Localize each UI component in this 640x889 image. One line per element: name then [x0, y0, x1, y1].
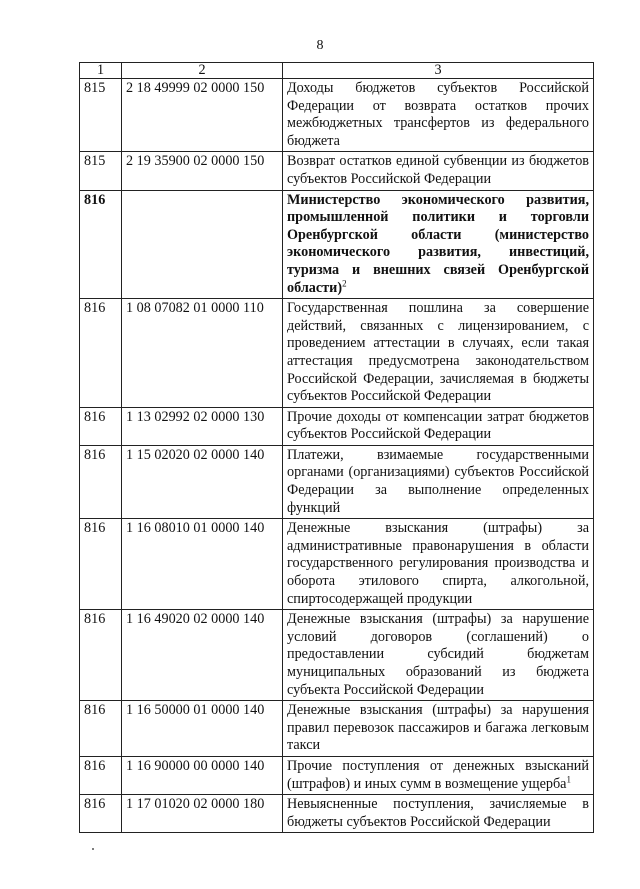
revenue-name-cell: [283, 152, 594, 190]
table-row: [80, 190, 594, 299]
revenue-name-text: Прочие поступления от денежных взысканий (штрафов) и иных сумм в возмещение ущерба: [287, 757, 589, 792]
revenue-name-text: Невыясненные поступления, зачисляемые в бюджеты субъектов Российской Федерации: [287, 796, 589, 830]
budget-classification-code-cell: 2 18 49999 02 0000 150: [122, 79, 283, 152]
revenue-name-text: Прочие доходы от компенсации затрат бюджетов субъектов Российской Федерации: [287, 408, 589, 443]
budget-revenue-table: [79, 62, 594, 833]
budget-classification-code-cell: 1 16 50000 01 0000 140: [122, 701, 283, 757]
table-row: [80, 756, 594, 794]
admin-code-cell: 816: [80, 519, 122, 610]
table-row: [80, 299, 594, 408]
revenue-name-text: Денежные взыскания (штрафы) за нарушения правил перевозок пассажиров и багажа легковым такси: [287, 702, 589, 754]
admin-code-cell: 816: [80, 756, 122, 794]
scan-speck: [92, 848, 94, 850]
page-number: 8: [316, 38, 324, 53]
revenue-name-cell: [283, 190, 594, 299]
budget-classification-code-cell: 1 13 02992 02 0000 130: [122, 407, 283, 445]
table-row: [80, 519, 594, 610]
column-header-code: 2: [122, 63, 283, 79]
column-header-admin: 1: [80, 63, 122, 79]
admin-code-cell: 816: [80, 445, 122, 518]
revenue-name-cell: [283, 299, 594, 408]
admin-code-cell: 816: [80, 407, 122, 445]
revenue-name-text: Платежи, взимаемые государственными органами (организациями) субъектов Российской Федерации за выполнение определенных функций: [287, 446, 589, 516]
footnote-marker: 2: [342, 277, 347, 288]
revenue-name-cell: [283, 445, 594, 518]
admin-code-cell: 816: [80, 795, 122, 833]
budget-classification-code-cell: 1 16 08010 01 0000 140: [122, 519, 283, 610]
budget-classification-code-cell: 1 16 49020 02 0000 140: [122, 610, 283, 701]
admin-code-cell: 816: [80, 190, 122, 299]
table-header-row: [80, 63, 594, 79]
budget-classification-code-cell: 1 17 01020 02 0000 180: [122, 795, 283, 833]
table-row: [80, 79, 594, 152]
admin-code-cell: 815: [80, 79, 122, 152]
footnote-marker: 1: [566, 773, 571, 784]
budget-classification-code-cell: 1 15 02020 02 0000 140: [122, 445, 283, 518]
table-row: [80, 407, 594, 445]
revenue-name-text: Доходы бюджетов субъектов Российской Федерации от возврата остатков прочих межбюджетных трансфертов из федерального бюджета: [287, 80, 589, 149]
budget-classification-code-cell: 2 19 35900 02 0000 150: [122, 152, 283, 190]
budget-classification-code-cell: [122, 190, 283, 299]
revenue-name-text: Возврат остатков единой субвенции из бюджетов субъектов Российской Федерации: [287, 153, 589, 187]
table-body: [80, 63, 594, 833]
table-row: [80, 445, 594, 518]
table-row: [80, 610, 594, 701]
budget-classification-code-cell: 1 08 07082 01 0000 110: [122, 299, 283, 408]
revenue-name-text: Денежные взыскания (штрафы) за нарушение условий договоров (соглашений) о предоставлении субсидий бюджетам муниципальных образований из бюджета субъекта Российской Федерации: [287, 611, 589, 698]
revenue-name-text: Государственная пошлина за совершение действий, связанных с лицензированием, с проведением аттестации в случаях, если такая аттестация предусмотрена законодательством Российской Федерации, зачисляемая в бюджеты субъектов Российской Федерации: [287, 300, 589, 405]
revenue-name-text: Министерство экономического развития, промышленной политики и торговли Оренбургской области (министерство экономического развития, инвестиций, туризма и внешних связей Оренбургской области): [287, 191, 589, 296]
table-row: [80, 152, 594, 190]
table-row: [80, 701, 594, 757]
admin-code-cell: 816: [80, 701, 122, 757]
admin-code-cell: 816: [80, 610, 122, 701]
column-header-name: 3: [283, 63, 594, 79]
budget-classification-code-cell: 1 16 90000 00 0000 140: [122, 756, 283, 794]
revenue-name-cell: [283, 407, 594, 445]
revenue-name-cell: [283, 610, 594, 701]
admin-code-cell: 815: [80, 152, 122, 190]
revenue-name-cell: [283, 79, 594, 152]
revenue-name-cell: [283, 519, 594, 610]
admin-code-cell: 816: [80, 299, 122, 408]
revenue-name-text: Денежные взыскания (штрафы) за административные правонарушения в области государственного регулирования производства и оборота этилового спирта, алкогольной, спиртосодержащей продукции: [287, 520, 589, 607]
revenue-name-cell: [283, 795, 594, 833]
revenue-name-cell: [283, 756, 594, 794]
revenue-name-cell: [283, 701, 594, 757]
table-row: [80, 795, 594, 833]
